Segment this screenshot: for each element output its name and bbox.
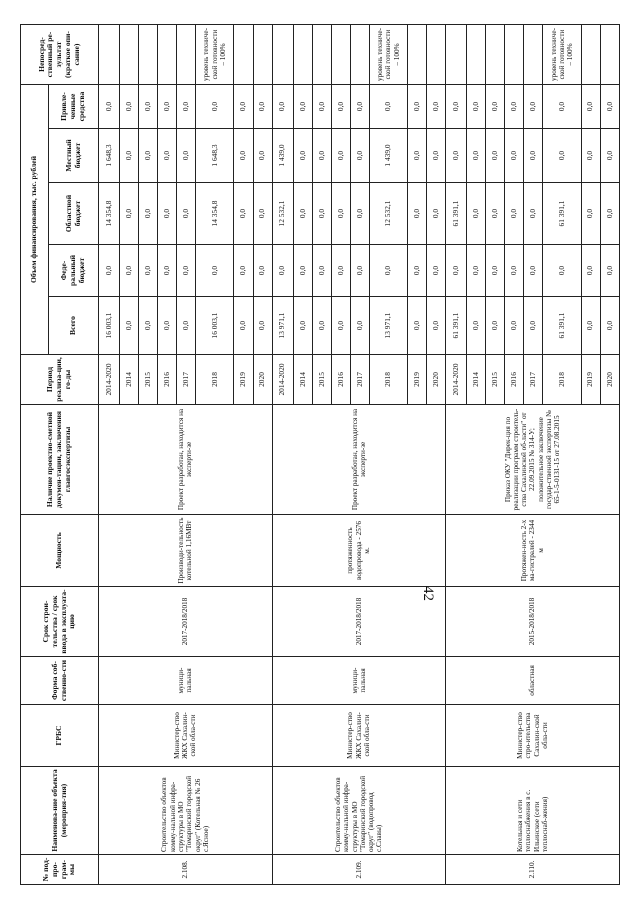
value-cell: 0,0 — [600, 85, 619, 129]
value-cell: 0,0 — [524, 297, 543, 355]
value-cell: 0,0 — [99, 85, 120, 129]
value-cell: 0,0 — [139, 129, 158, 183]
value-cell: 0,0 — [331, 183, 350, 245]
header-federal: Феде-ральный бюджет — [49, 245, 99, 297]
value-cell: 0,0 — [505, 183, 524, 245]
value-cell: 0,0 — [581, 183, 600, 245]
header-funding: Объем финансирования, тыс. рублей — [21, 85, 49, 355]
value-cell: 0,0 — [581, 245, 600, 297]
value-cell: 0,0 — [120, 245, 139, 297]
object-term: 2017-2018/2018 — [99, 587, 273, 657]
value-cell: 0,0 — [158, 297, 177, 355]
object-docs: Проект разработан, находится на эксперти-зе — [99, 405, 273, 515]
result-cell — [505, 25, 524, 85]
value-cell: 0,0 — [581, 129, 600, 183]
value-cell: 0,0 — [427, 297, 446, 355]
value-cell: 0,0 — [581, 85, 600, 129]
result-cell — [331, 25, 350, 85]
value-cell: 0,0 — [312, 85, 331, 129]
value-cell: 0,0 — [467, 129, 486, 183]
rotated-sheet — [20, 25, 620, 885]
value-cell: 0,0 — [331, 85, 350, 129]
result-cell — [350, 25, 369, 85]
value-cell: 0,0 — [369, 85, 407, 129]
value-cell: 1 439,0 — [369, 129, 407, 183]
value-cell: 16 003,1 — [196, 297, 234, 355]
object-name: Строительство объектов комму-нальной инфра-структуры в МО "Томаринский городской округ" (Котельная № 26 с.Ясное) — [99, 767, 273, 855]
value-cell: 12 532,1 — [272, 183, 293, 245]
value-cell: 0,0 — [120, 85, 139, 129]
value-cell: 0,0 — [600, 245, 619, 297]
result-cell — [272, 25, 293, 85]
period-cell: 2017 — [350, 355, 369, 405]
value-cell: 0,0 — [408, 297, 427, 355]
value-cell: 0,0 — [158, 183, 177, 245]
object-num: 2.109. — [272, 855, 446, 885]
value-cell: 14 354,8 — [99, 183, 120, 245]
header-form: Форма соб-ственно-сти — [21, 657, 99, 705]
value-cell: 0,0 — [486, 85, 505, 129]
value-cell: 0,0 — [408, 85, 427, 129]
table-row — [446, 25, 467, 885]
object-docs: Проект разработан, находится на эксперти-зе — [272, 405, 446, 515]
value-cell: 0,0 — [312, 297, 331, 355]
header-grbs: ГРБС — [21, 705, 99, 767]
result-cell — [312, 25, 331, 85]
table-body — [99, 25, 620, 885]
value-cell: 0,0 — [331, 245, 350, 297]
header-total: Всего — [49, 297, 99, 355]
value-cell: 0,0 — [293, 129, 312, 183]
result-cell — [158, 25, 177, 85]
result-cell — [99, 25, 120, 85]
value-cell: 1 648,3 — [99, 129, 120, 183]
value-cell: 0,0 — [486, 245, 505, 297]
value-cell: 0,0 — [467, 297, 486, 355]
period-cell: 2019 — [581, 355, 600, 405]
value-cell: 0,0 — [253, 297, 272, 355]
table-row — [99, 25, 120, 885]
value-cell: 0,0 — [177, 245, 196, 297]
value-cell: 0,0 — [99, 245, 120, 297]
value-cell: 0,0 — [543, 85, 581, 129]
period-cell: 2014-2020 — [272, 355, 293, 405]
object-grbs: Министер-ство стро-ительства Сахалин-ской обла-сти — [446, 705, 620, 767]
program-table — [20, 24, 620, 885]
value-cell: 0,0 — [158, 85, 177, 129]
period-cell: 2016 — [331, 355, 350, 405]
object-term: 2017-2018/2018 — [272, 587, 446, 657]
value-cell: 0,0 — [427, 85, 446, 129]
value-cell: 0,0 — [486, 297, 505, 355]
value-cell: 0,0 — [524, 85, 543, 129]
value-cell: 0,0 — [139, 297, 158, 355]
value-cell: 0,0 — [312, 183, 331, 245]
period-cell: 2015 — [139, 355, 158, 405]
value-cell: 0,0 — [350, 297, 369, 355]
result-cell — [253, 25, 272, 85]
value-cell: 0,0 — [312, 245, 331, 297]
period-cell: 2016 — [505, 355, 524, 405]
result-cell: уровень техниче-ской готовности – 100% — [196, 25, 234, 85]
value-cell: 0,0 — [408, 183, 427, 245]
period-cell: 2015 — [486, 355, 505, 405]
value-cell: 0,0 — [505, 129, 524, 183]
value-cell: 0,0 — [177, 297, 196, 355]
period-cell: 2014 — [293, 355, 312, 405]
value-cell: 0,0 — [543, 129, 581, 183]
object-docs: Приказ ОКУ "Дирек-ция по реализации программ строитель-ства Сахалинской об-ласти" от 22.09.2015 № 314-У; положительное заключение государ-ственной экспертизы № 65-1-5-0131-15 от 27.08.2015 — [446, 405, 620, 515]
value-cell: 0,0 — [600, 183, 619, 245]
period-cell: 2014 — [120, 355, 139, 405]
object-name: Строительство объектов комму-нальной инфра-структуры в МО "Томаринский городской округ" (водопровод с.Славы) — [272, 767, 446, 855]
period-cell: 2019 — [234, 355, 253, 405]
result-cell — [293, 25, 312, 85]
header-name: Наименова-ние объекта (мероприя-тия) — [21, 767, 99, 855]
value-cell: 0,0 — [234, 183, 253, 245]
result-cell — [234, 25, 253, 85]
period-cell: 2014 — [467, 355, 486, 405]
result-cell — [139, 25, 158, 85]
header-local: Местный бюджет — [49, 129, 99, 183]
value-cell: 0,0 — [158, 245, 177, 297]
value-cell: 0,0 — [524, 129, 543, 183]
result-cell: уровень техниче-ской готовности – 100% — [369, 25, 407, 85]
object-capacity: Производи-тельность котельной 1,16МВт — [99, 515, 273, 587]
value-cell: 0,0 — [293, 183, 312, 245]
value-cell: 0,0 — [253, 129, 272, 183]
value-cell: 13 971,1 — [272, 297, 293, 355]
value-cell: 0,0 — [331, 297, 350, 355]
value-cell: 61 391,1 — [446, 183, 467, 245]
value-cell: 14 354,8 — [196, 183, 234, 245]
object-grbs: Министер-ство ЖКХ Сахалин-ской обла-сти — [99, 705, 273, 767]
object-capacity: Протяжен-ность 2-х ма-гистралей - 2344 м — [446, 515, 620, 587]
result-cell: уровень техниче-ской готовности – 100% — [543, 25, 581, 85]
value-cell: 0,0 — [543, 245, 581, 297]
value-cell: 61 391,1 — [543, 297, 581, 355]
value-cell: 0,0 — [331, 129, 350, 183]
value-cell: 0,0 — [408, 245, 427, 297]
header-docs: Наличие проектно-сметной докумен-тации, заключения главгосэкспертизы — [21, 405, 99, 515]
value-cell: 0,0 — [312, 129, 331, 183]
value-cell: 0,0 — [253, 85, 272, 129]
value-cell: 0,0 — [177, 85, 196, 129]
header-private: Привле-ченные средства — [49, 85, 99, 129]
object-form: областная — [446, 657, 620, 705]
value-cell: 0,0 — [369, 245, 407, 297]
value-cell: 0,0 — [177, 183, 196, 245]
value-cell: 0,0 — [427, 129, 446, 183]
value-cell: 0,0 — [158, 129, 177, 183]
period-cell: 2020 — [427, 355, 446, 405]
object-form: муници-пальная — [272, 657, 446, 705]
period-cell: 2018 — [369, 355, 407, 405]
period-cell: 2020 — [253, 355, 272, 405]
header-capacity: Мощность — [21, 515, 99, 587]
period-cell: 2020 — [600, 355, 619, 405]
result-cell — [177, 25, 196, 85]
value-cell: 0,0 — [139, 183, 158, 245]
value-cell: 0,0 — [350, 129, 369, 183]
value-cell: 0,0 — [120, 183, 139, 245]
result-cell — [120, 25, 139, 85]
result-cell — [408, 25, 427, 85]
period-cell: 2017 — [524, 355, 543, 405]
value-cell: 0,0 — [293, 245, 312, 297]
period-cell: 2016 — [158, 355, 177, 405]
value-cell: 0,0 — [253, 245, 272, 297]
header-term: Срок строи-тельства / срок ввода в эксплуата-цию — [21, 587, 99, 657]
object-num: 2.108. — [99, 855, 273, 885]
value-cell: 0,0 — [350, 245, 369, 297]
page-number: 42 — [420, 586, 436, 601]
value-cell: 0,0 — [120, 297, 139, 355]
object-form: муници-пальная — [99, 657, 273, 705]
result-cell — [581, 25, 600, 85]
value-cell: 0,0 — [505, 297, 524, 355]
header-result: Непосред-ственный ре-зультат (краткое опи-сание) — [21, 25, 99, 85]
value-cell: 0,0 — [272, 245, 293, 297]
value-cell: 13 971,1 — [369, 297, 407, 355]
period-cell: 2014-2020 — [446, 355, 467, 405]
result-cell — [446, 25, 467, 85]
result-cell — [524, 25, 543, 85]
value-cell: 61 391,1 — [446, 297, 467, 355]
value-cell: 0,0 — [234, 297, 253, 355]
result-cell — [467, 25, 486, 85]
value-cell: 0,0 — [446, 85, 467, 129]
value-cell: 0,0 — [524, 183, 543, 245]
header-num: № под-про-грам-мы — [21, 855, 99, 885]
result-cell — [600, 25, 619, 85]
value-cell: 0,0 — [139, 85, 158, 129]
value-cell: 0,0 — [427, 183, 446, 245]
value-cell: 0,0 — [196, 85, 234, 129]
period-cell: 2014-2020 — [99, 355, 120, 405]
object-name: Котельная и сети теплоснабжения в с. Ильинское (сети теплоснаб-жения) — [446, 767, 620, 855]
value-cell: 0,0 — [467, 183, 486, 245]
value-cell: 0,0 — [253, 183, 272, 245]
value-cell: 0,0 — [234, 129, 253, 183]
value-cell: 0,0 — [581, 297, 600, 355]
value-cell: 0,0 — [505, 85, 524, 129]
value-cell: 0,0 — [467, 245, 486, 297]
value-cell: 0,0 — [467, 85, 486, 129]
value-cell: 1 439,0 — [272, 129, 293, 183]
object-term: 2015-2018/2018 — [446, 587, 620, 657]
period-cell: 2017 — [177, 355, 196, 405]
value-cell: 0,0 — [446, 129, 467, 183]
value-cell: 0,0 — [139, 245, 158, 297]
table-row — [272, 25, 293, 885]
header-period: Период реализа-ции, го-ды — [21, 355, 99, 405]
value-cell: 1 648,3 — [196, 129, 234, 183]
object-grbs: Министер-ство ЖКХ Сахалин-ской обла-сти — [272, 705, 446, 767]
value-cell: 12 532,1 — [369, 183, 407, 245]
result-cell — [427, 25, 446, 85]
value-cell: 0,0 — [408, 129, 427, 183]
value-cell: 16 003,1 — [99, 297, 120, 355]
period-cell: 2015 — [312, 355, 331, 405]
value-cell: 0,0 — [524, 245, 543, 297]
value-cell: 0,0 — [486, 183, 505, 245]
value-cell: 61 391,1 — [543, 183, 581, 245]
value-cell: 0,0 — [272, 85, 293, 129]
value-cell: 0,0 — [505, 245, 524, 297]
value-cell: 0,0 — [350, 183, 369, 245]
header-regional: Областной бюджет — [49, 183, 99, 245]
period-cell: 2018 — [543, 355, 581, 405]
value-cell: 0,0 — [234, 245, 253, 297]
result-cell — [486, 25, 505, 85]
value-cell: 0,0 — [446, 245, 467, 297]
value-cell: 0,0 — [486, 129, 505, 183]
object-num: 2.110. — [446, 855, 620, 885]
value-cell: 0,0 — [120, 129, 139, 183]
value-cell: 0,0 — [293, 85, 312, 129]
value-cell: 0,0 — [600, 297, 619, 355]
object-capacity: протяженность водопровода - 2576 м. — [272, 515, 446, 587]
value-cell: 0,0 — [234, 85, 253, 129]
value-cell: 0,0 — [293, 297, 312, 355]
value-cell: 0,0 — [600, 129, 619, 183]
value-cell: 0,0 — [427, 245, 446, 297]
value-cell: 0,0 — [177, 129, 196, 183]
value-cell: 0,0 — [350, 85, 369, 129]
value-cell: 0,0 — [196, 245, 234, 297]
period-cell: 2018 — [196, 355, 234, 405]
period-cell: 2019 — [408, 355, 427, 405]
